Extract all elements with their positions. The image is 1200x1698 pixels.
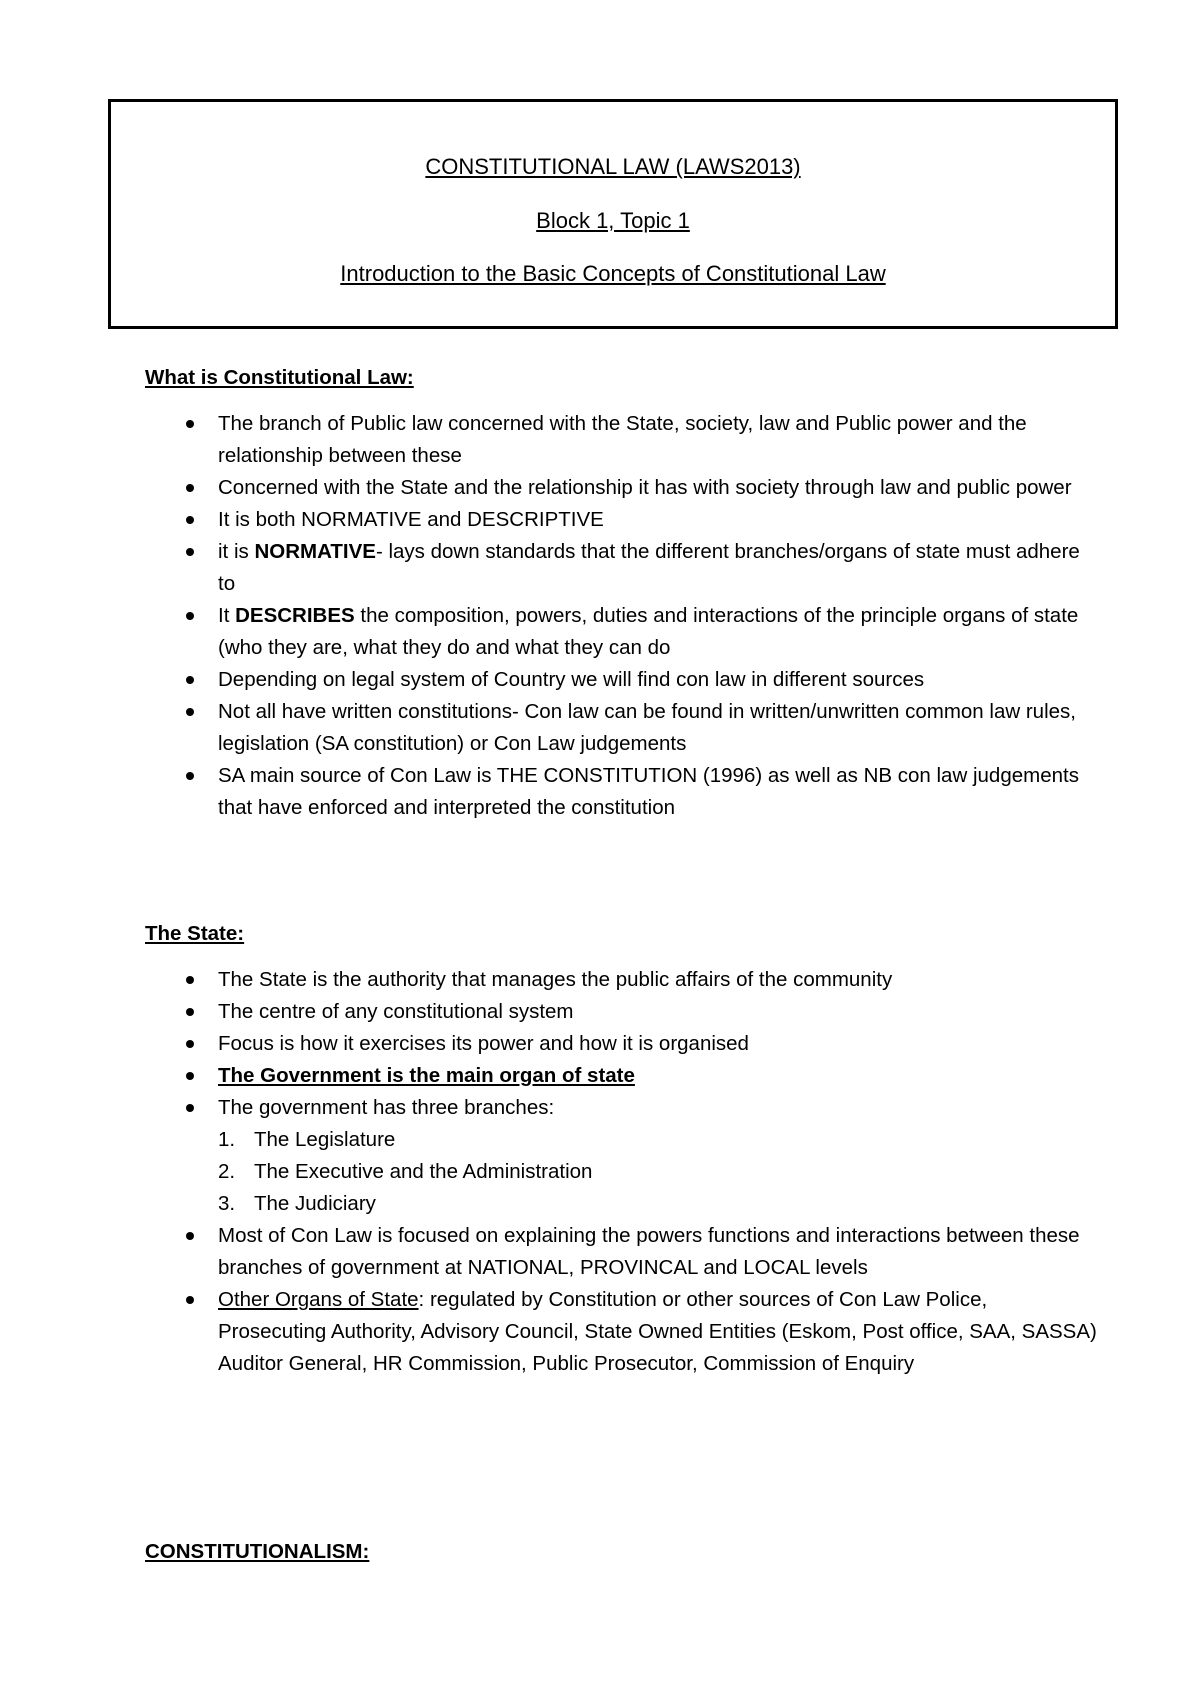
list-item: The Government is the main organ of state	[0, 1060, 1098, 1092]
list-item: It DESCRIBES the composition, powers, duties and interactions of the principle organs of state (who they are, what they do and what they can do	[0, 600, 1098, 664]
bullet-icon	[186, 772, 194, 780]
list-item: The centre of any constitutional system	[0, 996, 1098, 1028]
bullet-icon	[186, 1104, 194, 1112]
list-item: Concerned with the State and the relationship it has with society through law and public power	[0, 472, 1098, 504]
section-heading-constitutionalism: CONSTITUTIONALISM:	[145, 1540, 370, 1563]
bullet-icon	[186, 548, 194, 556]
bullet-icon	[186, 1040, 194, 1048]
list-item: It is both NORMATIVE and DESCRIPTIVE	[0, 504, 1098, 536]
numbered-item: 3. The Judiciary	[218, 1192, 376, 1215]
bullet-icon	[186, 516, 194, 524]
block-topic: Block 1, Topic 1	[536, 208, 690, 233]
list-item: Other Organs of State: regulated by Constitution or other sources of Con Law Police, Prosecuting Authority, Advisory Council, State Owned Entities (Eskom, Post office, SAA, SASSA) Auditor General, HR Commission, Public Prosecutor, Commission of Enquiry	[0, 1284, 1098, 1380]
bullet-icon	[186, 676, 194, 684]
bullet-icon	[186, 1008, 194, 1016]
bullet-icon	[186, 484, 194, 492]
bullet-icon	[186, 1296, 194, 1304]
bullet-icon	[186, 420, 194, 428]
list-item: Depending on legal system of Country we will find con law in different sources	[0, 664, 1098, 696]
bullet-icon	[186, 708, 194, 716]
list-item: Not all have written constitutions- Con law can be found in written/unwritten common law rules, legislation (SA constitution) or Con Law judgements	[0, 696, 1098, 760]
what-is-con-law-list	[0, 408, 1200, 824]
list-item: Most of Con Law is focused on explaining the powers functions and interactions between these branches of government at NATIONAL, PROVINCAL and LOCAL levels	[0, 1220, 1098, 1284]
list-item: The State is the authority that manages the public affairs of the community	[0, 964, 1098, 996]
list-item: The government has three branches:	[0, 1092, 1098, 1124]
bullet-icon	[186, 1232, 194, 1240]
the-state-list	[0, 964, 1200, 1380]
title-box	[108, 99, 1118, 329]
bullet-icon	[186, 976, 194, 984]
list-item: Focus is how it exercises its power and how it is organised	[0, 1028, 1098, 1060]
topic-title: Introduction to the Basic Concepts of Constitutional Law	[340, 261, 886, 286]
bullet-icon	[186, 612, 194, 620]
course-title: CONSTITUTIONAL LAW (LAWS2013)	[425, 154, 801, 179]
section-heading-what-is-con-law: What is Constitutional Law:	[145, 366, 414, 389]
list-item: it is NORMATIVE- lays down standards that the different branches/organs of state must adhere to	[0, 536, 1098, 600]
list-item: SA main source of Con Law is THE CONSTITUTION (1996) as well as NB con law judgements that have enforced and interpreted the constitution	[0, 760, 1098, 824]
numbered-item: 1. The Legislature	[218, 1128, 396, 1151]
numbered-item: 2. The Executive and the Administration	[218, 1160, 593, 1183]
section-heading-the-state: The State:	[145, 922, 245, 945]
bullet-icon	[186, 1072, 194, 1080]
list-item: The branch of Public law concerned with the State, society, law and Public power and the relationship between these	[0, 408, 1098, 472]
